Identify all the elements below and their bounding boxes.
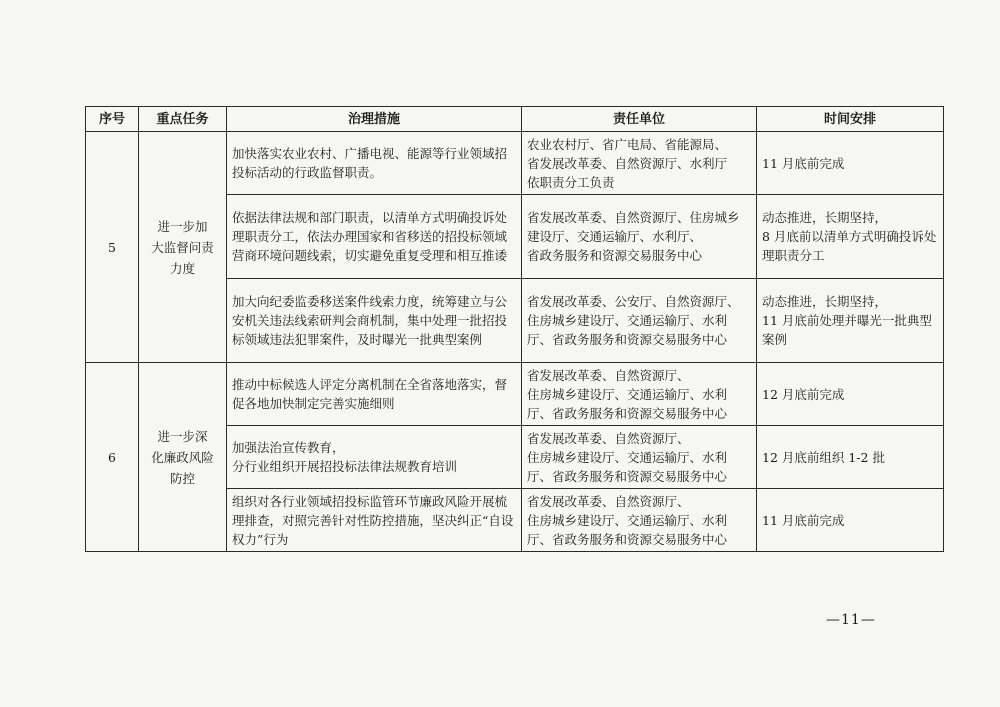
- header-unit: 责任单位: [522, 107, 757, 132]
- header-time: 时间安排: [757, 107, 944, 132]
- unit-cell: 省发展改革委、自然资源厅、 住房城乡建设厅、交通运输厅、水利厅、省政务服务和资源交易服务中心: [522, 426, 757, 489]
- key-task: 进一步深 化廉政风险 防控: [139, 363, 227, 552]
- time-cell: 动态推进，长期坚持， 8 月底前以清单方式明确投诉处理职责分工: [757, 195, 944, 279]
- unit-cell: 省发展改革委、公安厅、自然资源厅、住房城乡建设厅、交通运输厅、水利厅、省政务服务和资源交易服务中心: [522, 279, 757, 363]
- header-task: 重点任务: [139, 107, 227, 132]
- unit-cell: 省发展改革委、自然资源厅、住房城乡建设厅、交通运输厅、水利厅、 省政务服务和资源交易服务中心: [522, 195, 757, 279]
- page-number: —11—: [826, 612, 876, 628]
- time-cell: 12 月底前组织 1-2 批: [757, 426, 944, 489]
- unit-cell: 省发展改革委、自然资源厅、 住房城乡建设厅、交通运输厅、水利厅、省政务服务和资源交易服务中心: [522, 489, 757, 552]
- time-cell: 12 月底前完成: [757, 363, 944, 426]
- measure-cell: 推动中标候选人评定分离机制在全省落地落实，督促各地加快制定完善实施细则: [227, 363, 522, 426]
- row-number: 5: [86, 132, 139, 363]
- table-row: [86, 132, 944, 195]
- header-measure: 治理措施: [227, 107, 522, 132]
- time-cell: 动态推进，长期坚持， 11 月底前处理并曝光一批典型案例: [757, 279, 944, 363]
- measure-cell: 加强法治宣传教育， 分行业组织开展招投标法律法规教育培训: [227, 426, 522, 489]
- table-header-row: [86, 107, 944, 132]
- measure-cell: 组织对各行业领域招投标监管环节廉政风险开展梳理排查，对照完善针对性防控措施，坚决纠正“自设权力”行为: [227, 489, 522, 552]
- task-table: [85, 106, 944, 552]
- table-row: [86, 363, 944, 426]
- measure-cell: 依据法律法规和部门职责，以清单方式明确投诉处理职责分工，依法办理国家和省移送的招投标领域营商环境问题线索，切实避免重复受理和相互推诿: [227, 195, 522, 279]
- measure-cell: 加大向纪委监委移送案件线索力度，统筹建立与公安机关违法线索研判会商机制，集中处理一批招投标领域违法犯罪案件，及时曝光一批典型案例: [227, 279, 522, 363]
- header-no: 序号: [86, 107, 139, 132]
- key-task: 进一步加 大监督问责 力度: [139, 132, 227, 363]
- measure-cell: 加快落实农业农村、广播电视、能源等行业领域招投标活动的行政监督职责。: [227, 132, 522, 195]
- time-cell: 11 月底前完成: [757, 489, 944, 552]
- row-number: 6: [86, 363, 139, 552]
- unit-cell: 省发展改革委、自然资源厅、 住房城乡建设厅、交通运输厅、水利厅、省政务服务和资源交易服务中心: [522, 363, 757, 426]
- time-cell: 11 月底前完成: [757, 132, 944, 195]
- unit-cell: 农业农村厅、省广电局、省能源局、 省发展改革委、自然资源厅、水利厅 依职责分工负责: [522, 132, 757, 195]
